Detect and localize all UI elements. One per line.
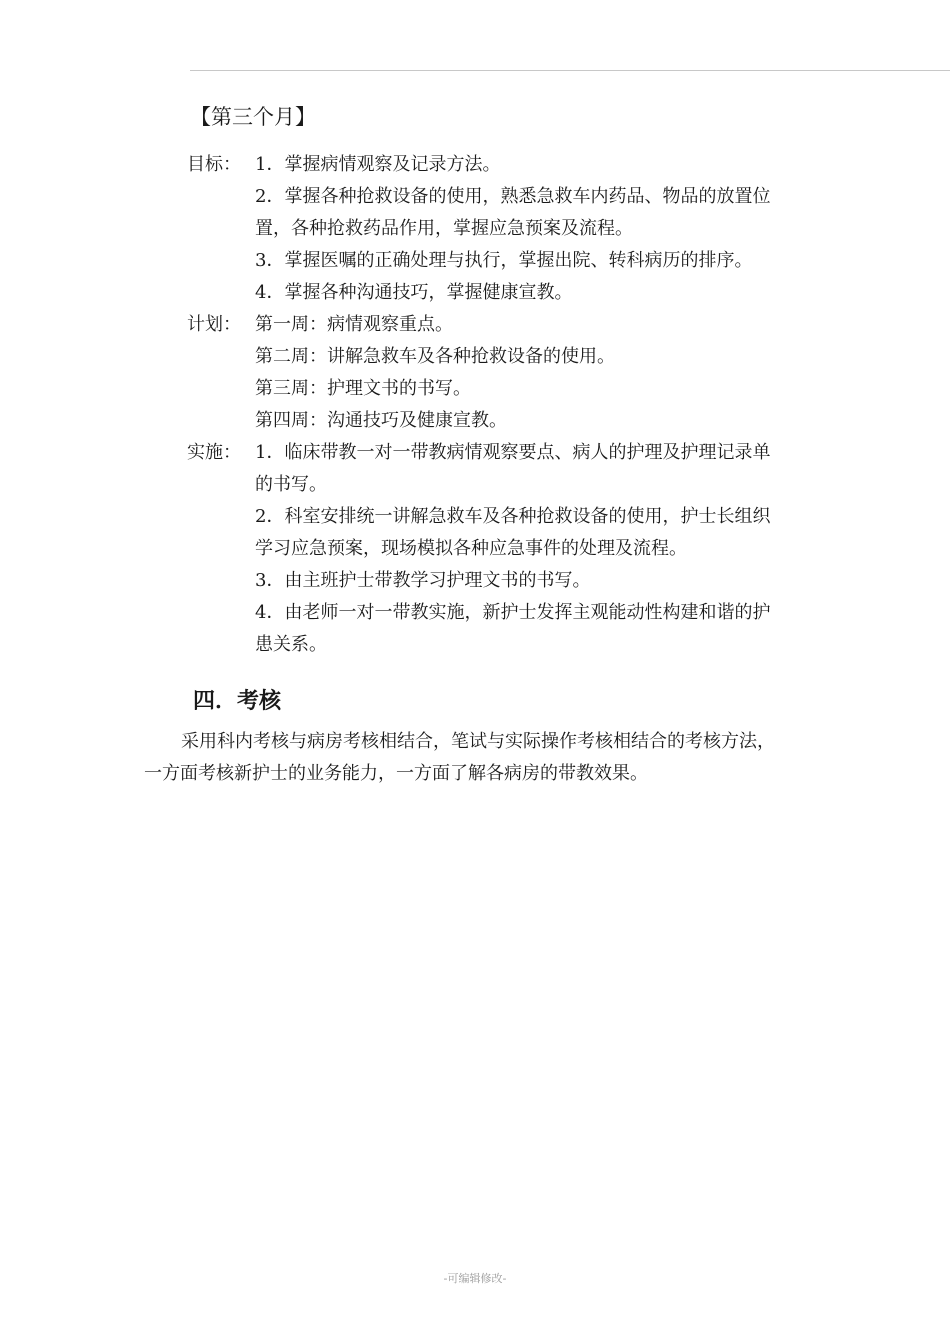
implementation-line: 学习应急预案，现场模拟各种应急事件的处理及流程。 [255, 538, 687, 559]
assessment-paragraph-line: 一方面考核新护士的业务能力，一方面了解各病房的带教效果。 [144, 763, 648, 784]
implementation-line: 2．科室安排统一讲解急救车及各种抢救设备的使用，护士长组织 [255, 506, 771, 527]
goals-label: 目标： [187, 154, 241, 175]
implementation-line: 的书写。 [255, 474, 327, 495]
month-title: 【第三个月】 [190, 105, 316, 129]
implementation-line: 1．临床带教一对一带教病情观察要点、病人的护理及护理记录单 [255, 442, 771, 463]
goal-line: 置，各种抢救药品作用，掌握应急预案及流程。 [255, 218, 633, 239]
plan-label: 计划： [187, 314, 241, 335]
goal-line: 1．掌握病情观察及记录方法。 [255, 154, 501, 175]
goal-line: 2．掌握各种抢救设备的使用，熟悉急救车内药品、物品的放置位 [255, 186, 771, 207]
implementation-line: 4．由老师一对一带教实施，新护士发挥主观能动性构建和谐的护 [255, 602, 771, 623]
header-rule [190, 70, 950, 71]
assessment-paragraph-line: 采用科内考核与病房考核相结合，笔试与实际操作考核相结合的考核方法， [181, 731, 775, 752]
plan-line: 第一周：病情观察重点。 [255, 314, 453, 335]
goal-line: 3．掌握医嘱的正确处理与执行，掌握出院、转科病历的排序。 [255, 250, 753, 271]
implementation-line: 3．由主班护士带教学习护理文书的书写。 [255, 570, 591, 591]
page-footer: -可编辑修改- [443, 1272, 507, 1285]
plan-line: 第二周：讲解急救车及各种抢救设备的使用。 [255, 346, 615, 367]
implementation-line: 患关系。 [255, 634, 327, 655]
plan-line: 第三周：护理文书的书写。 [255, 378, 471, 399]
section-heading-assessment: 四．考核 [193, 689, 282, 714]
implementation-label: 实施： [187, 442, 241, 463]
goal-line: 4．掌握各种沟通技巧，掌握健康宣教。 [255, 282, 573, 303]
plan-line: 第四周：沟通技巧及健康宣教。 [255, 410, 507, 431]
